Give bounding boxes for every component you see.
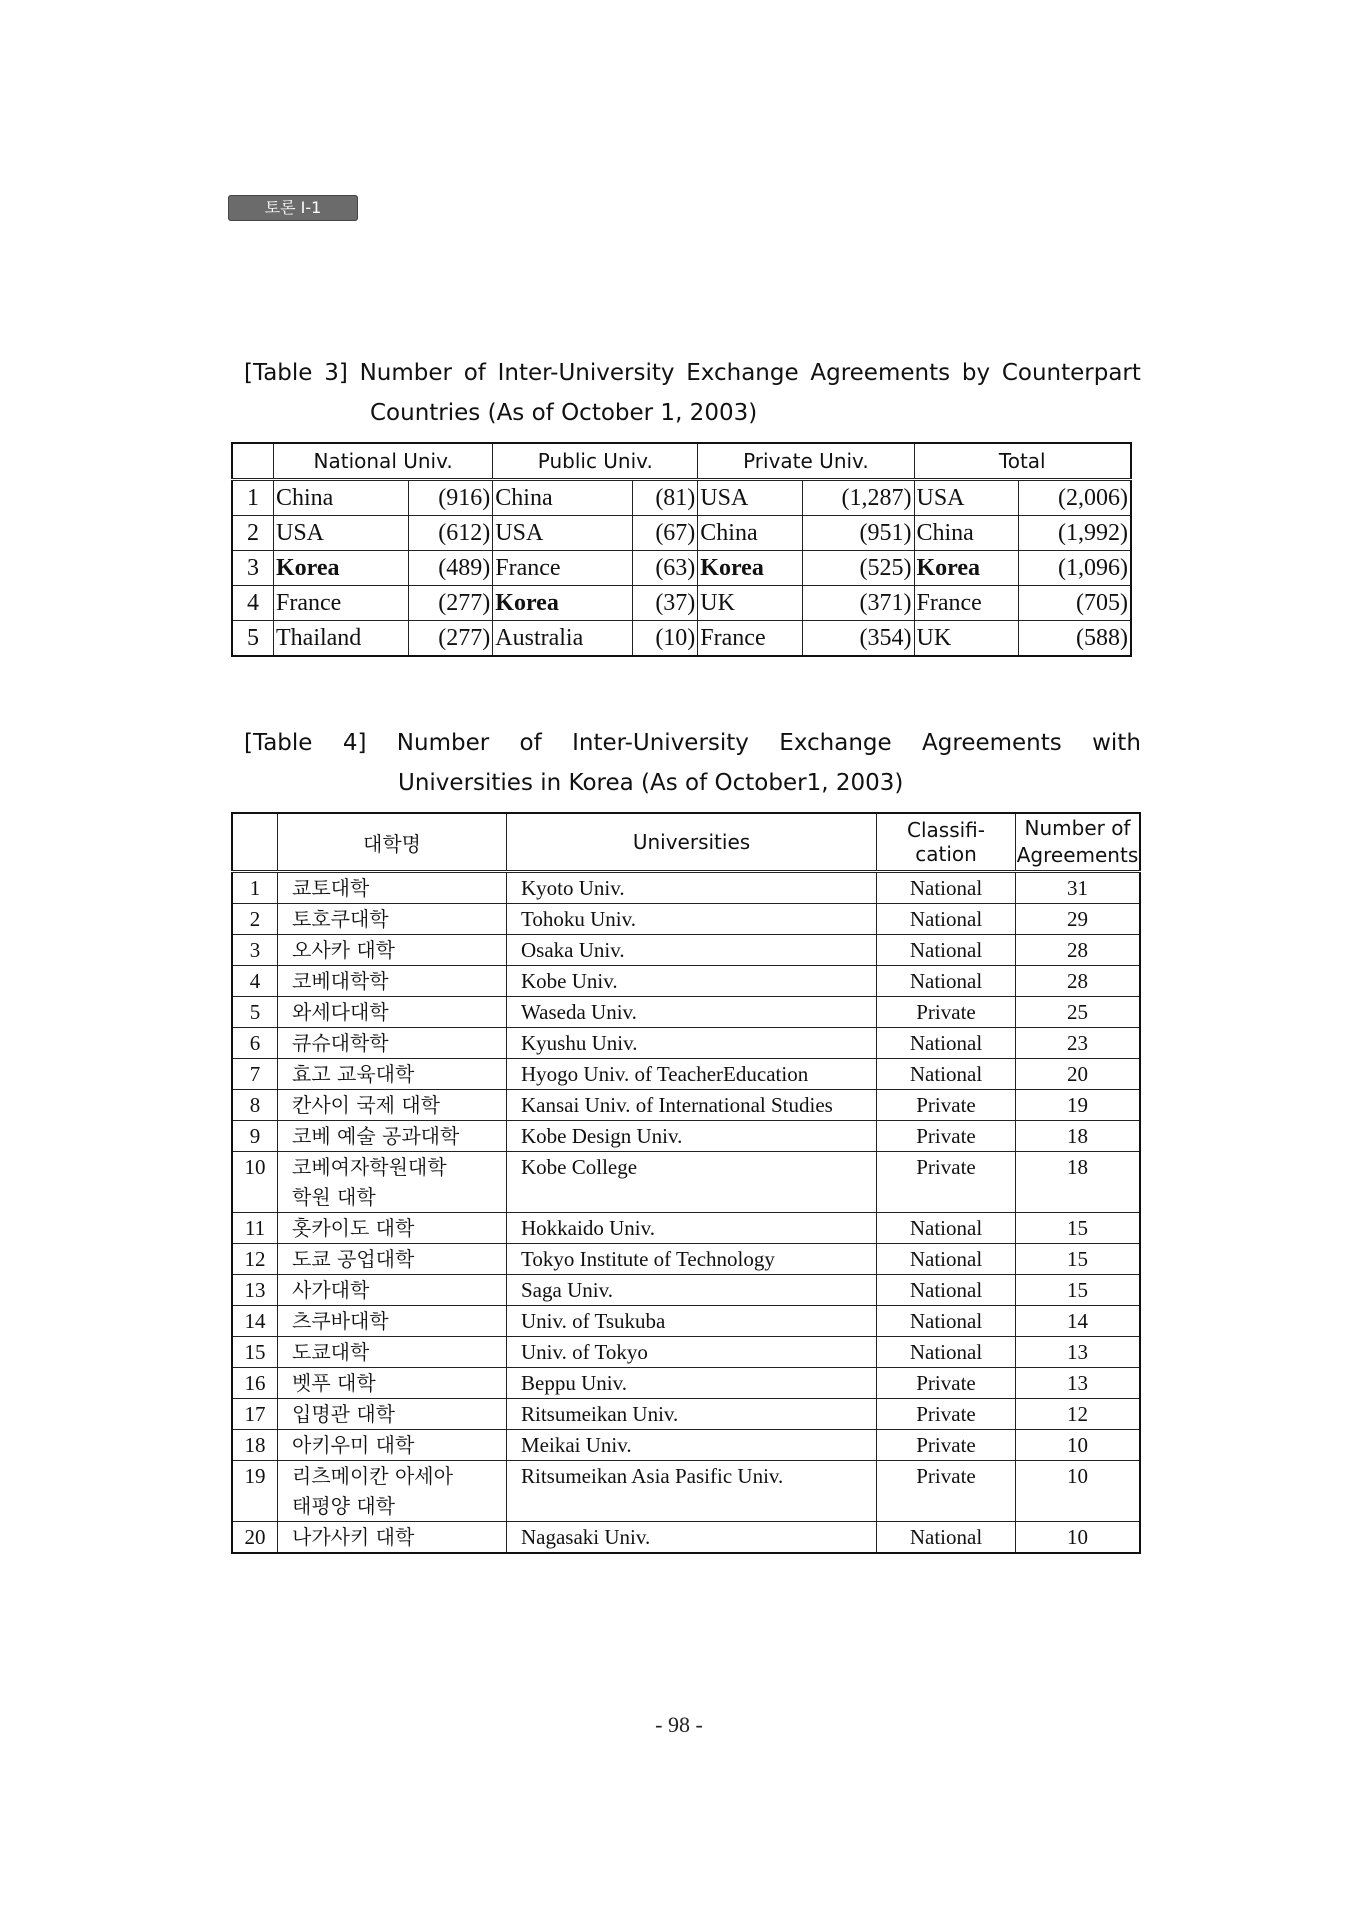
rank-cell: 11 [232, 1213, 278, 1244]
count-cell: (1,096) [1019, 551, 1131, 586]
table4-row [232, 1430, 1140, 1461]
table3-header-row [232, 443, 1131, 480]
university-cell: Kyushu Univ. [507, 1028, 877, 1059]
university-cell: Univ. of Tsukuba [507, 1306, 877, 1337]
count-cell: (525) [802, 551, 914, 586]
rank-cell: 5 [232, 621, 274, 657]
caption-word: of [463, 360, 486, 386]
classification-cell: National [877, 1213, 1016, 1244]
country-cell: USA [274, 516, 409, 551]
table3-caption [244, 353, 1141, 433]
agreements-cell: 13 [1016, 1337, 1141, 1368]
rank-cell: 10 [232, 1152, 278, 1213]
korean-name-cell [278, 1368, 507, 1399]
country-cell: USA [493, 516, 632, 551]
count-cell: (916) [409, 480, 493, 516]
classification-cell: Private [877, 1430, 1016, 1461]
table3-header-public: Public Univ. [493, 443, 698, 480]
country-cell: China [914, 516, 1019, 551]
agreements-cell: 10 [1016, 1430, 1141, 1461]
korean-name: 도쿄대학 [292, 1340, 370, 1364]
table3 [231, 442, 1132, 657]
table4-row [232, 1213, 1140, 1244]
table4-row [232, 935, 1140, 966]
table4-header-classification: Classifi-cation [877, 813, 1016, 872]
count-cell: (10) [632, 621, 698, 657]
rank-cell: 9 [232, 1121, 278, 1152]
university-cell: Saga Univ. [507, 1275, 877, 1306]
count-cell: (612) [409, 516, 493, 551]
university-cell: Tokyo Institute of Technology [507, 1244, 877, 1275]
rank-cell: 18 [232, 1430, 278, 1461]
korean-name: 벳푸 대학 [292, 1371, 376, 1395]
count-cell: (588) [1019, 621, 1131, 657]
table4-row [232, 966, 1140, 997]
korean-name: 토호쿠대학 [292, 907, 389, 931]
korean-name: 코베 예술 공과대학 [292, 1124, 460, 1148]
korean-name-cell [278, 1090, 507, 1121]
classification-cell: Private [877, 1368, 1016, 1399]
count-cell: (277) [409, 621, 493, 657]
korean-name-cell [278, 1244, 507, 1275]
count-cell: (489) [409, 551, 493, 586]
table3-row [232, 480, 1131, 516]
classification-cell: National [877, 872, 1016, 904]
korean-name: 츠쿠바대학 [292, 1309, 389, 1333]
country-cell: China [274, 480, 409, 516]
korean-name: 코베여자학원대학 [292, 1155, 447, 1179]
rank-cell: 4 [232, 966, 278, 997]
table4-row [232, 904, 1140, 935]
table3-header-rank [232, 443, 274, 480]
agreements-cell: 18 [1016, 1121, 1141, 1152]
rank-cell: 13 [232, 1275, 278, 1306]
count-cell: (354) [802, 621, 914, 657]
country-cell: USA [698, 480, 803, 516]
caption-word: by [961, 360, 991, 386]
rank-cell: 3 [232, 935, 278, 966]
korean-name-cell [278, 1522, 507, 1554]
rank-cell: 17 [232, 1399, 278, 1430]
classification-cell: National [877, 1059, 1016, 1090]
university-cell: Kansai Univ. of International Studies [507, 1090, 877, 1121]
university-cell: Kobe College [507, 1152, 877, 1213]
university-cell: Meikai Univ. [507, 1430, 877, 1461]
classification-cell: National [877, 1522, 1016, 1554]
classification-cell: National [877, 935, 1016, 966]
table4-row [232, 1337, 1140, 1368]
university-cell: Hokkaido Univ. [507, 1213, 877, 1244]
korean-name: 홋카이도 대학 [292, 1216, 415, 1240]
classification-cell: Private [877, 997, 1016, 1028]
country-cell: UK [914, 621, 1019, 657]
korean-name: 나가사키 대학 [292, 1525, 415, 1549]
agreements-cell: 28 [1016, 935, 1141, 966]
korean-name: 효고 교육대학 [292, 1062, 415, 1086]
table4-row [232, 1121, 1140, 1152]
korean-name-cell [278, 1461, 507, 1522]
table3-header-national: National Univ. [274, 443, 493, 480]
agreements-cell: 10 [1016, 1522, 1141, 1554]
count-cell: (81) [632, 480, 698, 516]
classification-cell: Private [877, 1399, 1016, 1430]
korean-name-cell [278, 1430, 507, 1461]
table4-header-agreements [1016, 813, 1141, 872]
korean-name-cell [278, 966, 507, 997]
caption-word: Exchange [779, 730, 892, 756]
table4-caption-line2: Universities in Korea (As of October1, 2003) [398, 770, 904, 796]
count-cell: (63) [632, 551, 698, 586]
korean-name: 오사카 대학 [292, 938, 395, 962]
classification-cell: National [877, 966, 1016, 997]
caption-word: of [519, 730, 542, 756]
korean-name-cell [278, 1337, 507, 1368]
rank-cell: 14 [232, 1306, 278, 1337]
rank-cell: 16 [232, 1368, 278, 1399]
korean-name-cell [278, 997, 507, 1028]
table4-row [232, 1028, 1140, 1059]
korean-name: 사가대학 [292, 1278, 370, 1302]
table4-row [232, 1368, 1140, 1399]
korean-name-cell [278, 1213, 507, 1244]
caption-word: Counterpart [1001, 360, 1141, 386]
count-cell: (951) [802, 516, 914, 551]
caption-word: Exchange [686, 360, 799, 386]
caption-word: with [1092, 730, 1141, 756]
rank-cell: 7 [232, 1059, 278, 1090]
caption-word: Inter-University [572, 730, 749, 756]
korean-name: 와세다대학 [292, 1000, 389, 1024]
korean-name: 큐슈대학학 [292, 1031, 389, 1055]
table4-row [232, 872, 1140, 904]
agreements-cell: 19 [1016, 1090, 1141, 1121]
country-cell: Australia [493, 621, 632, 657]
section-badge: 토론 Ⅰ-1 [228, 195, 358, 221]
table4-row [232, 1152, 1140, 1213]
classification-cell: National [877, 1337, 1016, 1368]
table3-header-private: Private Univ. [698, 443, 914, 480]
table3-row [232, 621, 1131, 657]
agreements-cell: 13 [1016, 1368, 1141, 1399]
korean-name-cell [278, 904, 507, 935]
university-cell: Tohoku Univ. [507, 904, 877, 935]
classification-cell: National [877, 1306, 1016, 1337]
korean-name: 쿄토대학 [292, 876, 370, 900]
caption-word: Number [396, 730, 490, 756]
rank-cell: 8 [232, 1090, 278, 1121]
table4-row [232, 1522, 1140, 1554]
agreements-cell: 23 [1016, 1028, 1141, 1059]
caption-word: [Table [244, 730, 313, 756]
korean-name: 도쿄 공업대학 [292, 1247, 415, 1271]
korean-name: 리츠메이칸 아세아 [292, 1464, 453, 1488]
korean-name-cell [278, 1399, 507, 1430]
table4-row [232, 997, 1140, 1028]
korean-name-cell [278, 1121, 507, 1152]
university-cell: Kobe Design Univ. [507, 1121, 877, 1152]
table4-header-korean: 대학명 [278, 813, 507, 872]
count-cell: (705) [1019, 586, 1131, 621]
caption-word: 4] [342, 730, 367, 756]
rank-cell: 2 [232, 516, 274, 551]
korean-name-cell [278, 935, 507, 966]
page-number: - 98 - [655, 1712, 703, 1737]
table4-caption [244, 723, 1141, 803]
university-cell: Nagasaki Univ. [507, 1522, 877, 1554]
classification-cell: Private [877, 1152, 1016, 1213]
rank-cell: 5 [232, 997, 278, 1028]
agreements-cell: 15 [1016, 1275, 1141, 1306]
korean-name-line2: 학원 대학 [292, 1185, 376, 1209]
caption-word: [Table [244, 360, 313, 386]
classification-cell: National [877, 1244, 1016, 1275]
korean-name-cell [278, 1275, 507, 1306]
country-cell: UK [698, 586, 803, 621]
country-cell: Korea [274, 551, 409, 586]
korean-name: 칸사이 국제 대학 [292, 1093, 440, 1117]
table4-header-row [232, 813, 1140, 872]
agreements-cell: 10 [1016, 1461, 1141, 1522]
caption-word: Inter-University [497, 360, 675, 386]
rank-cell: 6 [232, 1028, 278, 1059]
table3-caption-line1 [244, 353, 1141, 393]
agreements-cell: 31 [1016, 872, 1141, 904]
korean-name-cell [278, 1028, 507, 1059]
rank-cell: 1 [232, 480, 274, 516]
korean-name: 코베대학학 [292, 969, 389, 993]
agreements-cell: 25 [1016, 997, 1141, 1028]
country-cell: Thailand [274, 621, 409, 657]
table3-caption-line2: Countries (As of October 1, 2003) [370, 400, 758, 426]
rank-cell: 15 [232, 1337, 278, 1368]
caption-word: Agreements [810, 360, 951, 386]
university-cell: Osaka Univ. [507, 935, 877, 966]
table4-row [232, 1090, 1140, 1121]
agreements-cell: 18 [1016, 1152, 1141, 1213]
classification-cell: Private [877, 1090, 1016, 1121]
caption-word: Agreements [922, 730, 1062, 756]
university-cell: Univ. of Tokyo [507, 1337, 877, 1368]
university-cell: Waseda Univ. [507, 997, 877, 1028]
count-cell: (277) [409, 586, 493, 621]
table3-header-total: Total [914, 443, 1131, 480]
country-cell: France [914, 586, 1019, 621]
korean-name: 입명관 대학 [292, 1402, 395, 1426]
korean-name-cell [278, 1152, 507, 1213]
table4-row [232, 1306, 1140, 1337]
table3-row [232, 586, 1131, 621]
table4-row [232, 1059, 1140, 1090]
university-cell: Hyogo Univ. of TeacherEducation [507, 1059, 877, 1090]
country-cell: France [698, 621, 803, 657]
table4-row [232, 1461, 1140, 1522]
rank-cell: 12 [232, 1244, 278, 1275]
count-cell: (67) [632, 516, 698, 551]
count-cell: (37) [632, 586, 698, 621]
caption-word: 3] [324, 360, 348, 386]
agreements-cell: 20 [1016, 1059, 1141, 1090]
agreements-cell: 12 [1016, 1399, 1141, 1430]
table4-header-agreements-line2: Agreements [1016, 843, 1139, 867]
table4-header-rank [232, 813, 278, 872]
table4-row [232, 1244, 1140, 1275]
rank-cell: 4 [232, 586, 274, 621]
country-cell: Korea [698, 551, 803, 586]
table3-row [232, 516, 1131, 551]
count-cell: (2,006) [1019, 480, 1131, 516]
country-cell: Korea [493, 586, 632, 621]
korean-name-cell [278, 872, 507, 904]
rank-cell: 3 [232, 551, 274, 586]
classification-cell: Private [877, 1461, 1016, 1522]
korean-name-line2: 태평양 대학 [292, 1494, 395, 1518]
agreements-cell: 15 [1016, 1244, 1141, 1275]
rank-cell: 20 [232, 1522, 278, 1554]
table4-header-agreements-line1: Number of [1024, 816, 1131, 840]
rank-cell: 1 [232, 872, 278, 904]
count-cell: (1,287) [802, 480, 914, 516]
agreements-cell: 29 [1016, 904, 1141, 935]
university-cell: Kobe Univ. [507, 966, 877, 997]
rank-cell: 19 [232, 1461, 278, 1522]
university-cell: Beppu Univ. [507, 1368, 877, 1399]
korean-name-cell [278, 1059, 507, 1090]
country-cell: France [274, 586, 409, 621]
table3-row [232, 551, 1131, 586]
agreements-cell: 15 [1016, 1213, 1141, 1244]
university-cell: Ritsumeikan Asia Pasific Univ. [507, 1461, 877, 1522]
agreements-cell: 14 [1016, 1306, 1141, 1337]
rank-cell: 2 [232, 904, 278, 935]
caption-word: Number [359, 360, 452, 386]
classification-cell: Private [877, 1121, 1016, 1152]
university-cell: Kyoto Univ. [507, 872, 877, 904]
country-cell: China [493, 480, 632, 516]
agreements-cell: 28 [1016, 966, 1141, 997]
count-cell: (1,992) [1019, 516, 1131, 551]
korean-name-cell [278, 1306, 507, 1337]
korean-name: 아키우미 대학 [292, 1433, 415, 1457]
table4-header-universities: Universities [507, 813, 877, 872]
table4-caption-line1 [244, 723, 1141, 763]
country-cell: France [493, 551, 632, 586]
table4-row [232, 1399, 1140, 1430]
count-cell: (371) [802, 586, 914, 621]
classification-cell: National [877, 904, 1016, 935]
country-cell: China [698, 516, 803, 551]
country-cell: USA [914, 480, 1019, 516]
table4-row [232, 1275, 1140, 1306]
classification-cell: National [877, 1275, 1016, 1306]
classification-cell: National [877, 1028, 1016, 1059]
country-cell: Korea [914, 551, 1019, 586]
table4 [231, 812, 1141, 1554]
university-cell: Ritsumeikan Univ. [507, 1399, 877, 1430]
